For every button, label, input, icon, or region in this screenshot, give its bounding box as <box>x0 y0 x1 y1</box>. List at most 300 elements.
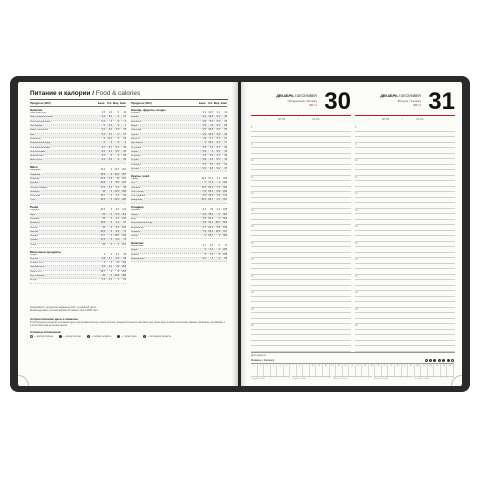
red-rule <box>355 115 455 116</box>
food-value: 0 <box>204 235 206 238</box>
food-category: Сладкое <box>131 205 144 210</box>
column-header-carbs: Угл. <box>208 102 213 105</box>
food-name: Печень говяжья <box>30 186 47 189</box>
food-value: 5 <box>211 257 213 260</box>
hour-label: 9 <box>251 142 253 146</box>
day-30-writing-lines[interactable] <box>251 126 351 352</box>
week-label: 5 неделя / 5 week <box>415 376 454 380</box>
food-value: 42 <box>224 133 227 136</box>
food-value: 159 <box>122 270 126 273</box>
food-name: Кальмар <box>30 217 40 220</box>
food-value: 17,5 <box>100 239 105 242</box>
calendar-day: 19 <box>369 364 376 378</box>
food-value: 35 <box>224 155 227 158</box>
food-value: 0 <box>218 217 220 220</box>
food-name: Молоко <box>30 257 39 260</box>
food-value: 72 <box>123 230 126 233</box>
calendar-day: 7 <box>290 364 297 378</box>
food-value: 0 <box>218 235 220 238</box>
hour-label: 17 <box>251 274 254 278</box>
day-number: 30 <box>324 88 351 115</box>
food-value: 0 <box>110 213 112 216</box>
mini-calendar <box>251 358 454 378</box>
food-value: 0,1 <box>115 150 119 153</box>
legend-symbol-icon <box>59 335 62 338</box>
legend-item <box>117 335 137 338</box>
month-label: ДЕКАБРЬ / DECEMBER <box>380 94 421 98</box>
food-value: 17,7 <box>100 235 105 238</box>
food-value: 66 <box>123 159 126 162</box>
food-name: Коньяк <box>131 253 139 256</box>
food-value: 0 <box>110 173 112 176</box>
food-value: 21 <box>210 125 213 128</box>
food-value: 0,2 <box>101 133 105 136</box>
food-value: 100 <box>122 217 126 220</box>
note-line: Калорийность продуктов указана на 100 г съедобной части. <box>30 306 97 309</box>
food-value: 0,9 <box>202 120 206 123</box>
food-name: Молочный шоколад <box>131 222 153 225</box>
food-value: 5 <box>110 155 112 158</box>
food-value: 20,5 <box>100 209 105 212</box>
food-value: 153 <box>122 226 126 229</box>
calendar-day: 1 <box>251 364 258 378</box>
food-value: 98 <box>123 186 126 189</box>
calendar-day: 2 <box>258 364 265 378</box>
food-value: 1,5 <box>202 125 206 128</box>
food-value: 0,3 <box>202 209 206 212</box>
legend-label: — заход Солнца <box>62 336 81 339</box>
legend-symbol-icon <box>30 335 33 338</box>
food-table-column-b <box>131 102 227 262</box>
food-name: Сыр твердый <box>30 275 45 278</box>
calendar-day: 27 <box>421 364 428 378</box>
food-value: 3,2 <box>115 257 119 260</box>
food-value: 238 <box>223 209 227 212</box>
food-value: 65,4 <box>208 186 213 189</box>
food-value: 0,9 <box>202 150 206 153</box>
food-value: 8,8 <box>115 182 119 185</box>
food-value: 0 <box>110 190 112 193</box>
food-name: Креветки <box>30 222 40 225</box>
food-value: 259 <box>122 190 126 193</box>
food-value: 27 <box>224 137 227 140</box>
sunset-time: 16:00 <box>415 117 424 121</box>
food-value: 0 <box>117 112 119 115</box>
food-category: Мясо <box>30 165 38 170</box>
food-value: 0,3 <box>108 159 112 162</box>
last-quarter-icon <box>438 359 441 362</box>
food-name: Абрикос <box>131 112 140 115</box>
food-value: 0,4 <box>209 249 213 252</box>
food-value: 2 <box>117 279 119 282</box>
column-header-fat: Жир. <box>112 102 119 105</box>
food-value: 235 <box>223 249 227 252</box>
food-category: Рыба <box>30 205 39 210</box>
table-row <box>131 168 227 172</box>
food-value: 4,3 <box>101 279 105 282</box>
calendar-day: 10 <box>310 364 317 378</box>
food-value: 0,2 <box>115 146 119 149</box>
food-value: 15,9 <box>100 230 105 233</box>
week-label: 3 неделя / 3 week <box>333 376 372 380</box>
food-value: 78,5 <box>208 213 213 216</box>
food-value: 71 <box>224 244 227 247</box>
food-value: 0,6 <box>202 129 206 132</box>
calendar-day: 11 <box>316 364 323 378</box>
food-name: Картофель <box>131 142 143 145</box>
food-value: 1 <box>117 243 119 246</box>
column-header-protein: Белк. <box>199 102 206 105</box>
full-moon-icon <box>433 359 436 362</box>
food-name: Овсянка <box>131 186 140 189</box>
legend-symbol-icon <box>117 335 120 338</box>
table-row <box>131 199 227 203</box>
calendar-day: 6 <box>284 364 291 378</box>
food-value: 2,5 <box>209 159 213 162</box>
food-value: 77 <box>224 142 227 145</box>
food-value: 57,1 <box>208 177 213 180</box>
food-value: 0,2 <box>216 116 220 119</box>
food-value: 405 <box>122 199 126 202</box>
page-title <box>30 90 140 97</box>
food-value: 1,2 <box>115 195 119 198</box>
food-value: 34,2 <box>208 195 213 198</box>
food-value: 0,2 <box>216 163 220 166</box>
day-of-year: 365 / 0 <box>413 103 421 107</box>
food-name: Яблоко <box>131 168 139 171</box>
food-value: 42 <box>123 137 126 140</box>
food-value: 43 <box>224 120 227 123</box>
food-value: 0 <box>110 142 112 145</box>
food-value: 0,1 <box>216 137 220 140</box>
food-name: Морковь <box>131 155 141 158</box>
food-value: 80,3 <box>208 217 213 220</box>
food-value: 69 <box>224 129 227 132</box>
food-value: 0,5 <box>101 112 105 115</box>
calendar-title: Январь / January <box>251 358 275 362</box>
food-value: 7,6 <box>202 190 206 193</box>
food-value: 49 <box>224 116 227 119</box>
food-name: Огурец <box>131 159 139 162</box>
calendar-day: 30 <box>441 364 448 378</box>
food-value: 4,7 <box>209 137 213 140</box>
food-value: 174 <box>223 195 227 198</box>
food-value: 0 <box>117 133 119 136</box>
food-value: 60 <box>123 279 126 282</box>
calendar-day: 15 <box>343 364 350 378</box>
legend-label: — полнолуние <box>121 336 137 339</box>
food-value: 16,3 <box>100 169 105 172</box>
title-rule <box>30 99 228 100</box>
food-value: 16 <box>102 190 105 193</box>
food-value: 1,2 <box>216 195 220 198</box>
food-value: 0,4 <box>216 146 220 149</box>
legend-heading: Условные обозначения: <box>30 331 62 335</box>
food-value: 197 <box>122 177 126 180</box>
food-value: 10,4 <box>201 199 206 202</box>
food-value: 2,2 <box>115 217 119 220</box>
food-value: 0,7 <box>101 146 105 149</box>
notes-label: Для заметок <box>251 354 266 357</box>
food-value: 0 <box>110 230 112 233</box>
food-value: 112 <box>122 213 126 216</box>
food-value: 350 <box>122 275 126 278</box>
calendar-day: 21 <box>382 364 389 378</box>
calendar-day: 17 <box>356 364 363 378</box>
food-value: 44 <box>224 112 227 115</box>
food-value: 54,4 <box>208 222 213 225</box>
column-header <box>131 102 227 107</box>
food-value: 20 <box>116 266 119 269</box>
legend-item <box>87 335 112 338</box>
calendar-day: 29 <box>434 364 441 378</box>
food-value: 187 <box>122 173 126 176</box>
hour-label: 14 <box>251 225 254 229</box>
food-value: 0,9 <box>216 190 220 193</box>
food-value: 2 <box>124 120 126 123</box>
food-name: Шампанское <box>131 257 145 260</box>
food-value: 12 <box>116 177 119 180</box>
food-value: 9 <box>117 270 119 273</box>
food-value: 0 <box>110 235 112 238</box>
column-header-fat: Жир. <box>213 102 220 105</box>
food-value: 0 <box>218 249 220 252</box>
food-value: 3,2 <box>108 266 112 269</box>
legend-label: — первая четверть <box>90 336 112 339</box>
food-name: Индейка <box>30 177 40 180</box>
hour-label: 14 <box>355 225 358 229</box>
food-value: 5,3 <box>115 213 119 216</box>
food-value: 206 <box>122 266 126 269</box>
food-value: 4,7 <box>108 257 112 260</box>
food-name: Сельдь <box>30 235 38 238</box>
food-value: 3 <box>103 253 105 256</box>
food-name: Банан <box>131 125 138 128</box>
table-row <box>131 258 227 262</box>
food-value: 78 <box>123 129 126 132</box>
food-value: 16 <box>102 213 105 216</box>
food-value: 0,2 <box>101 155 105 158</box>
food-value: 11,9 <box>201 186 206 189</box>
food-value: 6,9 <box>202 222 206 225</box>
food-value: 0 <box>110 217 112 220</box>
food-value: 0 <box>110 226 112 229</box>
legend-label: — восход Солнца <box>34 336 53 339</box>
food-value: 89 <box>224 125 227 128</box>
food-value: 0,1 <box>216 155 220 158</box>
food-value: 3,7 <box>202 226 206 229</box>
food-name: Чай черный <box>30 125 43 128</box>
food-name: Сок яблочный <box>30 150 46 153</box>
food-value: 0 <box>110 243 112 246</box>
food-value: 2 <box>204 142 206 145</box>
hour-label: 10 <box>355 159 358 163</box>
food-value: 11,8 <box>215 230 220 233</box>
food-value: 10,9 <box>208 133 213 136</box>
food-value: 90 <box>123 195 126 198</box>
writing-line[interactable] <box>251 346 351 352</box>
hour-label: 8 <box>355 126 357 130</box>
food-value: 0,8 <box>202 146 206 149</box>
food-value: 118 <box>122 262 126 265</box>
legend-symbol-icon <box>143 335 146 338</box>
food-value: 4,6 <box>108 112 112 115</box>
food-value: 56 <box>210 209 213 212</box>
weekday-label: Понедельник / Monday <box>287 99 317 103</box>
food-value: 0,6 <box>115 239 119 242</box>
writing-line[interactable] <box>355 346 455 352</box>
food-value: 10,5 <box>208 112 213 115</box>
food-value: 47 <box>224 168 227 171</box>
food-value: 0 <box>103 142 105 145</box>
notes-divider <box>251 352 455 353</box>
week-label: 2 неделя / 2 week <box>292 376 331 380</box>
food-table-column-a <box>30 102 126 284</box>
column-header-name: Продукты (100г) <box>30 102 51 105</box>
food-value: 9,8 <box>209 168 213 171</box>
hour-label: 16 <box>251 258 254 262</box>
food-value: 11,8 <box>208 116 213 119</box>
food-value: 3,8 <box>209 163 213 166</box>
food-value: 0 <box>218 257 220 260</box>
food-value: 99,7 <box>208 235 213 238</box>
food-name: Печенье <box>131 230 141 233</box>
food-table-body <box>131 108 227 262</box>
calendar-day: 9 <box>303 364 310 378</box>
month-ru: ДЕКАБРЬ <box>380 94 398 98</box>
food-name: Творог 9% <box>30 270 42 273</box>
food-value: 0,6 <box>202 163 206 166</box>
notes-block <box>30 306 230 338</box>
food-value: 16,1 <box>208 142 213 145</box>
food-name: Карп <box>30 213 36 216</box>
food-value: 7,2 <box>216 186 220 189</box>
food-name: Виноград <box>131 129 142 132</box>
hour-label: 15 <box>251 241 254 245</box>
food-value: 246 <box>122 235 126 238</box>
food-value: 0,4 <box>202 116 206 119</box>
food-value: 329 <box>223 217 227 220</box>
table-row <box>30 199 126 203</box>
food-value: 19,5 <box>114 235 119 238</box>
food-name: Курица <box>30 182 38 185</box>
food-name: Варенье <box>131 209 141 212</box>
food-table-body <box>30 108 126 283</box>
food-value: 3,2 <box>101 129 105 132</box>
left-page <box>18 82 238 386</box>
food-value: 8,4 <box>108 129 112 132</box>
food-value: 0,9 <box>202 112 206 115</box>
food-value: 9,1 <box>108 150 112 153</box>
food-value: 46 <box>123 150 126 153</box>
table-row <box>30 244 126 248</box>
food-value: 3,6 <box>115 129 119 132</box>
calendar-day: 28 <box>428 364 435 378</box>
food-value: 0,1 <box>216 159 220 162</box>
legend-item <box>59 335 81 338</box>
month-en: DECEMBER <box>400 94 421 98</box>
food-value: 5,2 <box>108 116 112 119</box>
food-value: 20 <box>224 163 227 166</box>
food-name: Баранина <box>30 169 41 172</box>
legend-label: — последняя четверть <box>146 336 172 339</box>
food-value: 35,7 <box>215 222 220 225</box>
food-value: 19,7 <box>100 195 105 198</box>
food-value: 6,2 <box>108 279 112 282</box>
week-label: 1 неделя / 1 week <box>251 376 290 380</box>
day-number: 31 <box>428 88 455 115</box>
food-name: Йогурт <box>30 279 38 282</box>
food-value: 8,1 <box>108 146 112 149</box>
food-value: 6,9 <box>216 226 220 229</box>
food-value: 554 <box>223 222 227 225</box>
calendar-day: 13 <box>330 364 337 378</box>
calendar-day: 31 <box>447 364 454 378</box>
food-category: Крупы, хлеб <box>131 173 150 178</box>
food-category: Напитки <box>30 108 43 113</box>
month-en: DECEMBER <box>296 94 317 98</box>
hour-label: 20 <box>355 324 358 328</box>
food-value: 0 <box>110 182 112 185</box>
food-value: 26,8 <box>114 275 119 278</box>
food-value: 417 <box>223 230 227 233</box>
day-of-year: 364 / 1 <box>309 103 317 107</box>
food-value: 16 <box>224 150 227 153</box>
food-name: Горбуша <box>30 209 40 212</box>
sunrise-time: 08:58 <box>381 117 390 121</box>
food-value: 0,2 <box>101 159 105 162</box>
food-name: Клубника <box>131 146 142 149</box>
food-value: 0 <box>117 125 119 128</box>
legend-item <box>30 335 53 338</box>
food-name: Тунец <box>30 243 37 246</box>
moon-phases <box>425 359 454 362</box>
food-value: 3,1 <box>115 186 119 189</box>
weekday-label: Вторник / Tuesday <box>397 99 421 103</box>
food-value: 337 <box>223 199 227 202</box>
food-name: Лимон <box>131 150 138 153</box>
legend-item <box>143 335 171 338</box>
day-31-writing-lines[interactable] <box>355 126 455 352</box>
column-header-kcal: Ккал <box>221 102 227 105</box>
food-name: Кефир <box>30 253 38 256</box>
food-value: 0 <box>117 120 119 123</box>
sunset-icon: ☾ <box>401 117 404 121</box>
sun-times <box>263 117 319 121</box>
calendar-day: 12 <box>323 364 330 378</box>
hour-label: 8 <box>251 126 253 130</box>
food-value: 18 <box>102 217 105 220</box>
food-name: Телятина <box>30 195 40 198</box>
food-name: Сливки 10% <box>30 262 44 265</box>
food-value: 18,9 <box>100 173 105 176</box>
food-value: 0,4 <box>216 168 220 171</box>
food-value: 0,8 <box>202 159 206 162</box>
week-label: 4 неделя / 4 week <box>374 376 413 380</box>
new-moon-icon <box>425 359 428 362</box>
column-header-kcal: Ккал <box>120 102 126 105</box>
food-value: 0,2 <box>216 120 220 123</box>
food-value: 12,6 <box>201 177 206 180</box>
hour-label: 11 <box>251 175 254 179</box>
food-value: 0 <box>117 116 119 119</box>
food-value: 0 <box>117 159 119 162</box>
hour-label: 13 <box>355 208 358 212</box>
note-line: Рекомендуемая суточная норма составляет около 2000 ккал. <box>30 309 99 313</box>
food-category: Овощи, фрукты, ягоды <box>131 108 166 113</box>
food-value: 6,5 <box>115 209 119 212</box>
food-value: 6,6 <box>202 195 206 198</box>
